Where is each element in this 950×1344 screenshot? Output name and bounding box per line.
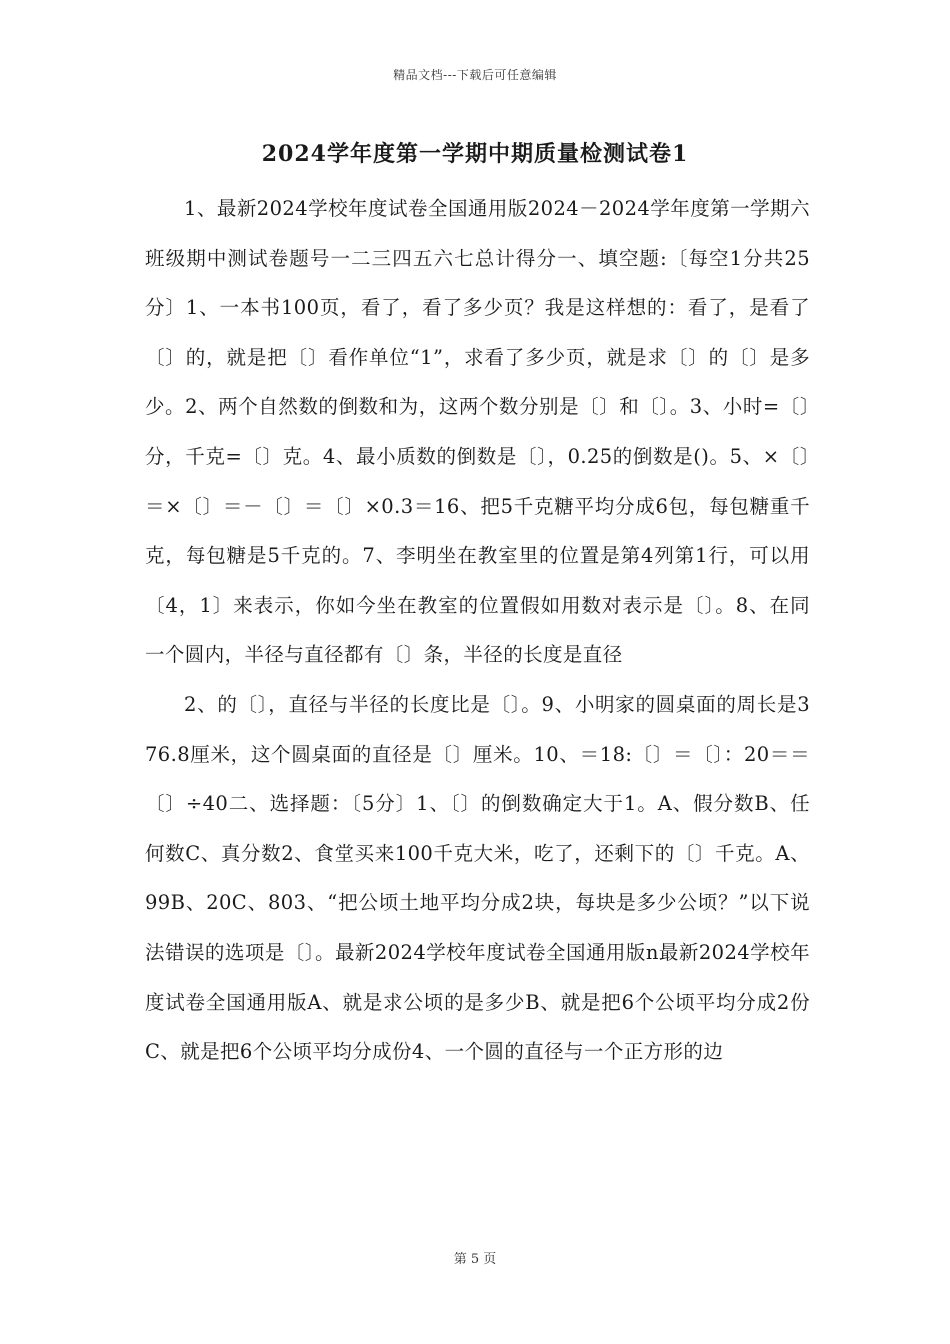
- page-number: 第 5 页: [453, 1252, 497, 1267]
- document-body: [145, 184, 810, 1077]
- document-title: 2024学年度第一学期中期质量检测试卷1: [261, 141, 689, 167]
- page-header: 精品文档---下载后可任意编辑: [393, 68, 557, 82]
- paragraph-2: 2、的〔〕，直径与半径的长度比是〔〕。9、小明家的圆桌面的周长是376.8厘米，这个圆桌面的直径是〔〕厘米。10、＝18:〔〕＝〔〕：20＝＝〔〕÷40二、选择题：〔5分〕1、〔〕的倒数确定大于1。A、假分数B、任何数C、真分数2、食堂买来100千克大米，吃了，还剩下的〔〕千克。A、99B、20C、803、“把公顷土地平均分成2块，每块是多少公顷？”以下说法错误的选项是〔〕。最新2024学校年度试卷全国通用版n最新2024学校年度试卷全国通用版A、就是求公顷的是多少B、就是把6个公顷平均分成2份C、就是把6个公顷平均分成份4、一个圆的直径与一个正方形的边: [145, 692, 810, 1064]
- paragraph-1: 1、最新2024学校年度试卷全国通用版2024－2024学年度第一学期六班级期中测试卷题号一二三四五六七总计得分一、填空题:〔每空1分共25分〕1、一本书100页，看了，看了多少页？我是这样想的：看了，是看了〔〕的，就是把〔〕看作单位“1”，求看了多少页，就是求〔〕的〔〕是多少。2、两个自然数的倒数和为，这两个数分别是〔〕和〔〕。3、小时=〔〕分，千克=〔〕克。4、最小质数的倒数是〔〕，0.25的倒数是()。5、×〔〕＝×〔〕＝－〔〕＝〔〕×0.3＝16、把5千克糖平均分成6包，每包糖重千克，每包糖是5千克的。7、李明坐在教室里的位置是第4列第1行，可以用〔4，1〕来表示，你如今坐在教室的位置假如用数对表示是〔〕。8、在同一个圆内，半径与直径都有〔〕条，半径的长度是直径: [145, 197, 810, 667]
